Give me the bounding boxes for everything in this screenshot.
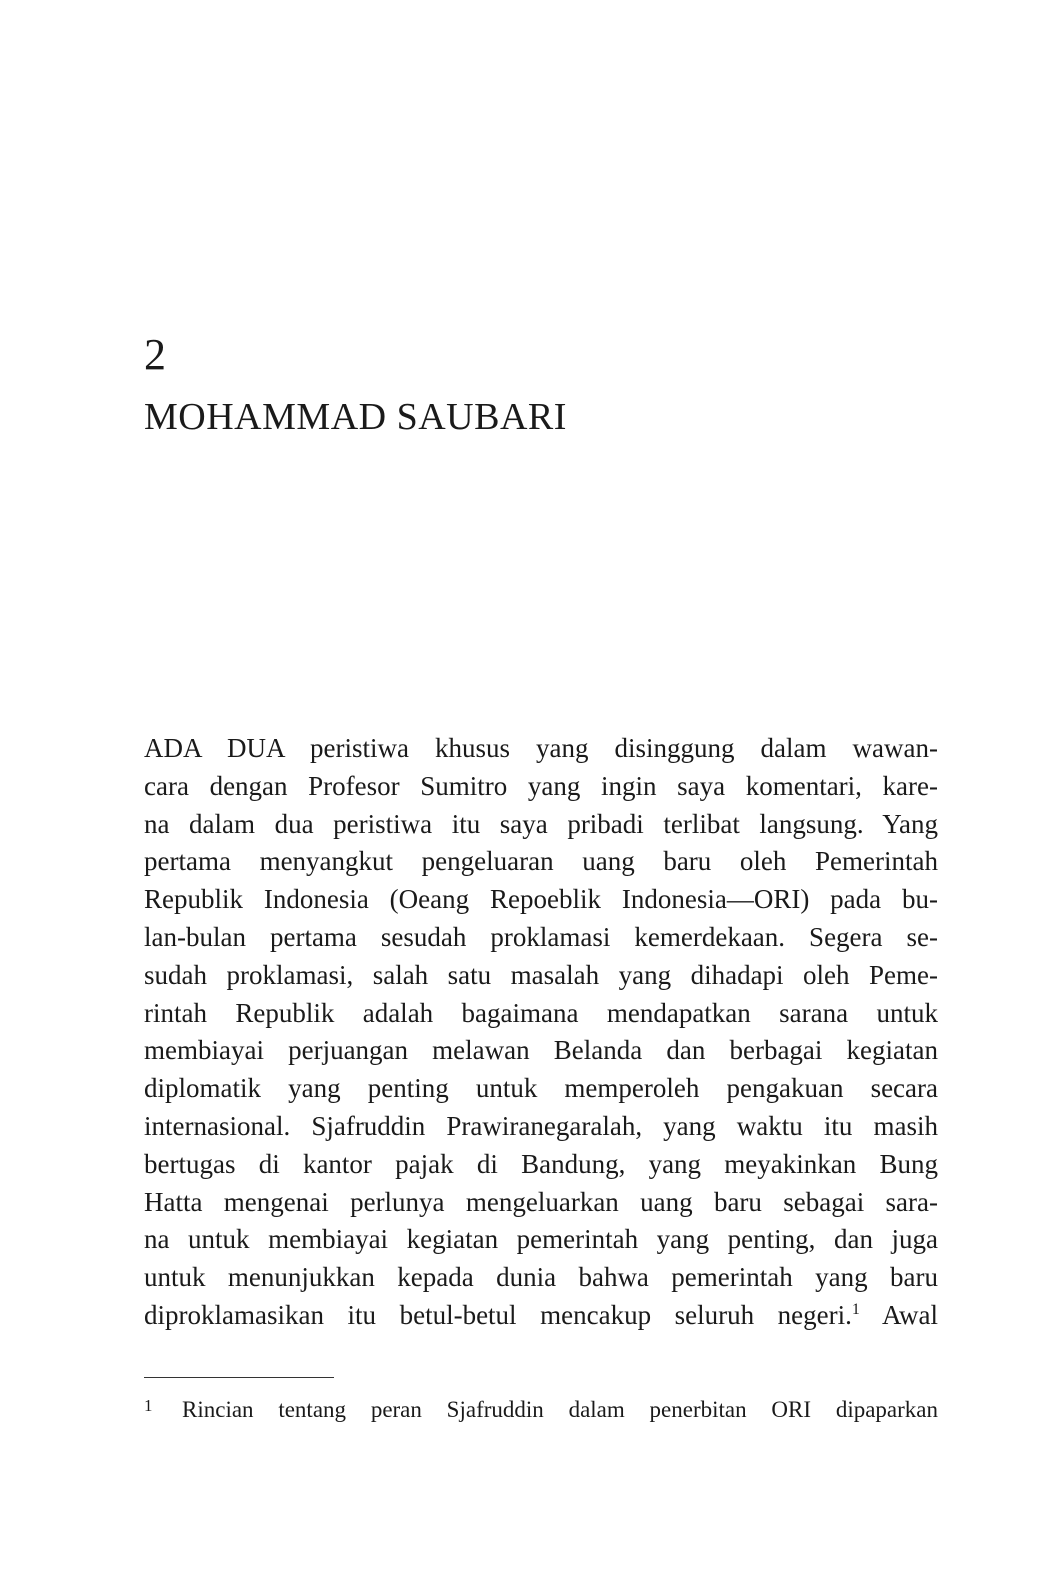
body-line: lan-bulan pertama sesudah proklamasi kemerdekaan. Segera se- — [144, 921, 938, 952]
body-line: internasional. Sjafruddin Prawiranegaralah, yang waktu itu masih — [144, 1110, 938, 1141]
body-line: untuk menunjukkan kepada dunia bahwa pemerintah yang baru — [144, 1262, 938, 1293]
body-line: membiayai perjuangan melawan Belanda dan berbagai kegiatan — [144, 1035, 938, 1066]
chapter-number: 2 — [144, 330, 166, 379]
body-line-tail: Awal — [881, 1299, 938, 1330]
body-paragraph — [144, 730, 938, 1335]
body-line: na untuk membiayai kegiatan pemerintah yang penting, dan juga — [144, 1224, 938, 1255]
body-line: sudah proklamasi, salah satu masalah yang dihadapi oleh Peme- — [144, 959, 938, 990]
body-line: cara dengan Profesor Sumitro yang ingin saya komentari, kare- — [144, 770, 938, 801]
body-line-text: diproklamasikan itu betul-betul mencakup seluruh negeri. — [144, 1299, 852, 1330]
footnote-divider — [144, 1377, 334, 1378]
footnote-reference[interactable]: 1 — [851, 1300, 860, 1318]
body-line: na dalam dua peristiwa itu saya pribadi terlibat langsung. Yang — [144, 808, 938, 839]
body-line: Hatta mengenai perlunya mengeluarkan uang baru sebagai sara- — [144, 1186, 938, 1217]
body-line: rintah Republik adalah bagaimana mendapatkan sarana untuk — [144, 997, 938, 1028]
body-line: ADA DUA peristiwa khusus yang disinggung dalam wawan- — [144, 733, 938, 763]
body-line: diplomatik yang penting untuk memperoleh pengakuan secara — [144, 1073, 938, 1104]
chapter-title: MOHAMMAD SAUBARI — [144, 396, 567, 438]
footnote-text: Rincian tentang peran Sjafruddin dalam penerbitan ORI dipaparkan — [182, 1397, 938, 1422]
body-line: pertama menyangkut pengeluaran uang baru oleh Pemerintah — [144, 846, 938, 877]
body-line: bertugas di kantor pajak di Bandung, yang meyakinkan Bung — [144, 1148, 938, 1179]
footnote — [144, 1394, 938, 1426]
footnote-number: 1 — [144, 1396, 153, 1415]
body-line: Republik Indonesia (Oeang Repoeblik Indonesia—ORI) pada bu- — [144, 884, 938, 915]
body-line-last — [144, 1297, 938, 1335]
